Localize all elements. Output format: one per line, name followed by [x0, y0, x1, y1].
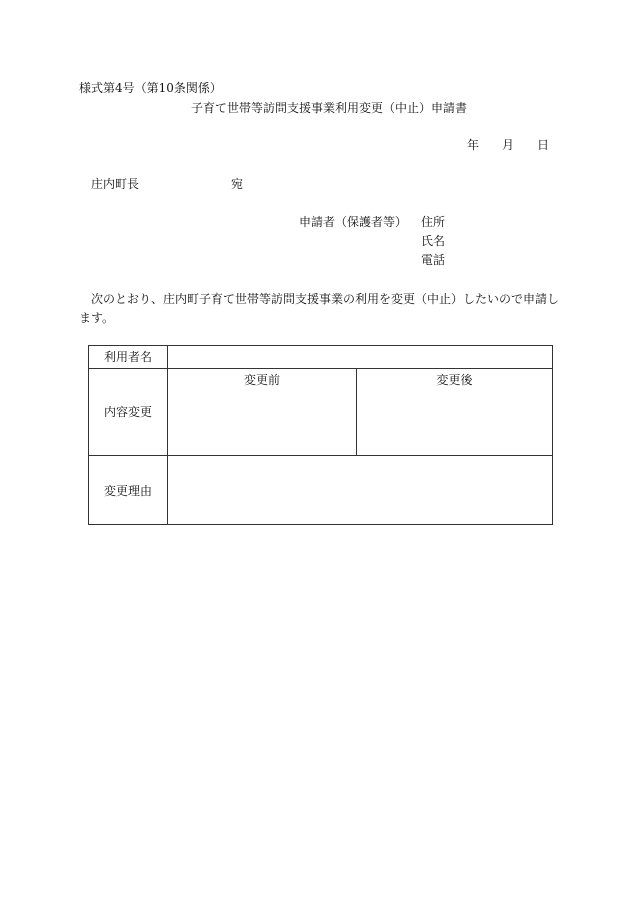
table-row-divider — [89, 368, 552, 369]
phone-field-label[interactable]: 電話 — [421, 253, 446, 267]
addressee-honorific: 宛 — [231, 177, 244, 191]
date-line — [467, 138, 549, 152]
before-change-header: 変更前 — [243, 373, 280, 387]
document-title: 子育て世帯等訪問支援事業利用変更（中止）申請書 — [191, 101, 468, 115]
user-name-label: 利用者名 — [103, 350, 152, 364]
user-name-input-cell[interactable] — [168, 346, 552, 368]
addressee-line — [91, 177, 243, 191]
year-label: 年 — [467, 138, 480, 152]
applicant-label: 申請者（保護者等） — [299, 215, 408, 229]
day-label: 日 — [537, 138, 550, 152]
after-change-input-cell[interactable] — [357, 388, 552, 455]
intro-paragraph: 次のとおり、庄内町子育て世帯等訪問支援事業の利用を変更（中止）したいので申請します。 — [79, 292, 560, 325]
before-change-input-cell[interactable] — [168, 388, 356, 455]
form-number: 様式第4号（第10条関係） — [79, 81, 222, 95]
change-reason-input-cell[interactable] — [168, 456, 552, 524]
request-table — [88, 345, 553, 525]
address-field-label[interactable]: 住所 — [421, 215, 446, 229]
addressee-name: 庄内町長 — [91, 177, 140, 191]
content-change-label: 内容変更 — [103, 405, 152, 419]
name-field-label[interactable]: 氏名 — [421, 234, 446, 248]
month-label: 月 — [502, 138, 515, 152]
change-reason-label: 変更理由 — [103, 484, 152, 498]
after-change-header: 変更後 — [436, 373, 473, 387]
